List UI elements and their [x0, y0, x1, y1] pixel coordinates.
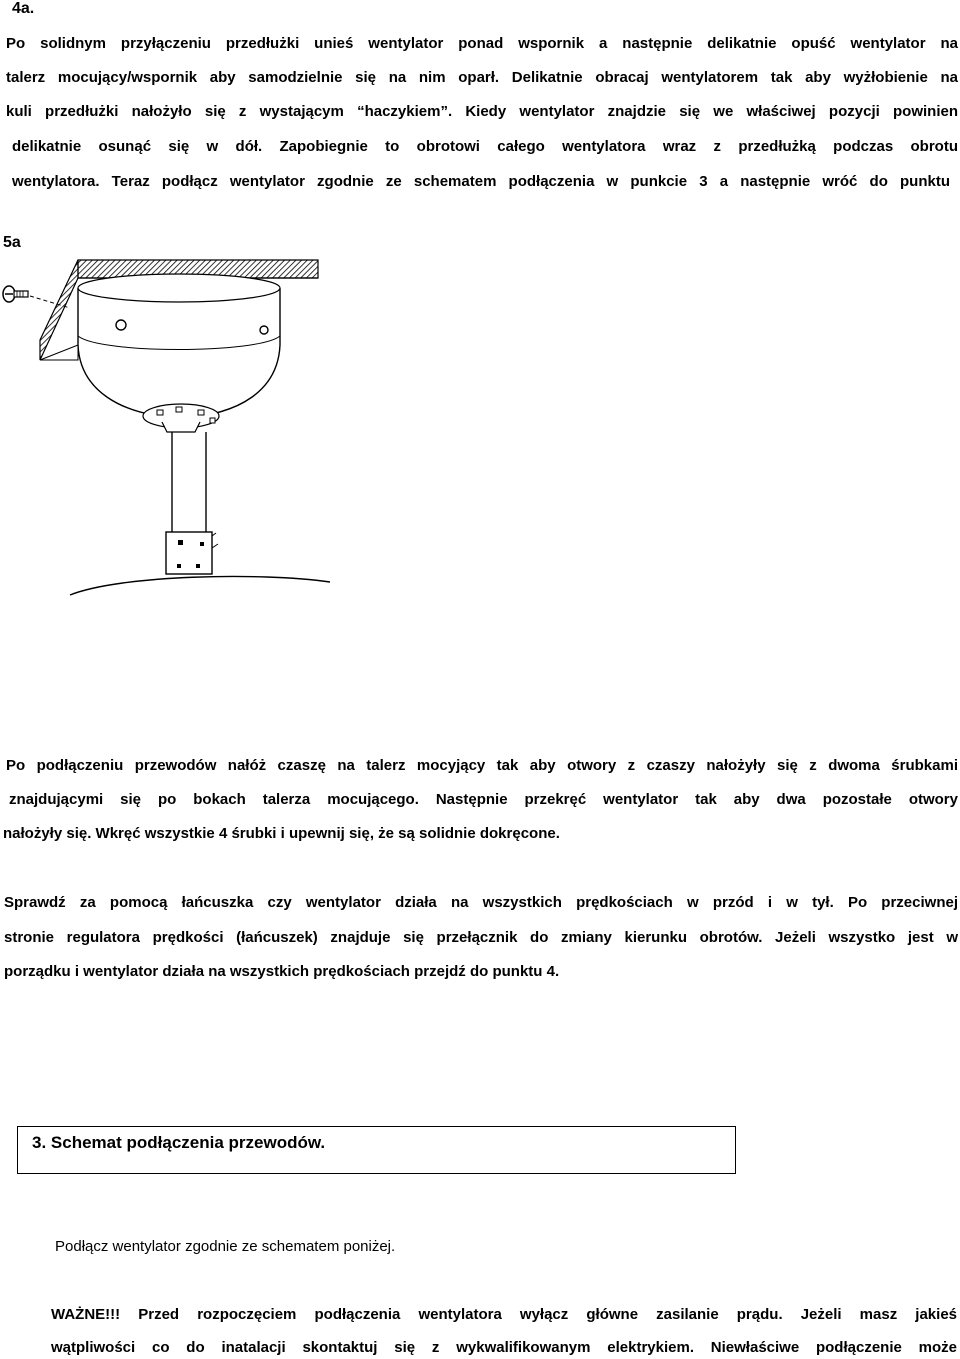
check-line-3: porządku i wentylator działa na wszystkich prędkościach przejdź do punktu 4.: [4, 963, 560, 980]
warning-line-1: WAŻNE!!! Przed rozpoczęciem podłączenia wentylatora wyłącz główne zasilanie prądu. Jeżeli masz jakieś: [51, 1306, 957, 1323]
check-line-1: Sprawdź za pomocą łańcuszka czy wentylator działa na wszystkich prędkościach w przód i w tył. Po przeciwnej: [4, 894, 958, 911]
step-4a-line-5: wentylatora. Teraz podłącz wentylator zgodnie ze schematem podłączenia w punkcie 3 a następnie wróć do punktu: [12, 173, 950, 190]
motor-housing: [70, 576, 330, 595]
downrod: [162, 422, 218, 574]
step-4a-line-2: talerz mocujący/wspornik aby samodzielnie się na nim oparł. Delikatnie obracaj wentylatorem tak aby wyżłobienie na: [6, 69, 958, 86]
step-4a-line-3: kuli przedłużki nałożyło się z wystającym “haczykiem”. Kiedy wentylator znajdzie się we właściwej pozycji powinien: [6, 103, 958, 120]
warning-line-2: wątpliwości co do inatalacji skontaktuj się z wykwalifikowanym elektrykiem. Niewłaściwe podłączenie może: [51, 1339, 957, 1356]
step-5a-line-1: Po podłączeniu przewodów nałóż czaszę na talerz mocyjący tak aby otwory z czaszy nałożyły się z dwoma śrubkami: [6, 757, 958, 774]
canopy: [78, 274, 280, 428]
step-4a-line-4: delikatnie osunąć się w dół. Zapobiegnie to obrotowi całego wentylatora wraz z przedłużką podczas obrotu: [12, 138, 958, 155]
check-line-2: stronie regulatora prędkości (łańcuszek) znajduje się przełącznik do zmiany kierunku obrotów. Jeżeli wszystko jest w: [4, 929, 958, 946]
step-5a-label: 5a: [3, 234, 21, 251]
section-3-title: 3. Schemat podłączenia przewodów.: [32, 1133, 326, 1152]
section-3-title-box: [17, 1126, 736, 1174]
step-5a-line-3: nałożyły się. Wkręć wszystkie 4 śrubki i upewnij się, że są solidnie dokręcone.: [3, 825, 560, 842]
fan-canopy-diagram: [0, 250, 330, 610]
step-4a-line-1: Po solidnym przyłączeniu przedłużki unieś wentylator ponad wspornik a następnie delikatnie opuść wentylator na: [6, 35, 958, 52]
step-4a-label: 4a.: [12, 0, 35, 17]
section-3-instruction: Podłącz wentylator zgodnie ze schematem poniżej.: [55, 1238, 396, 1255]
step-5a-line-2: znajdującymi się po bokach talerza mocującego. Następnie przekręć wentylator tak aby dwa pozostałe otwory: [9, 791, 958, 808]
